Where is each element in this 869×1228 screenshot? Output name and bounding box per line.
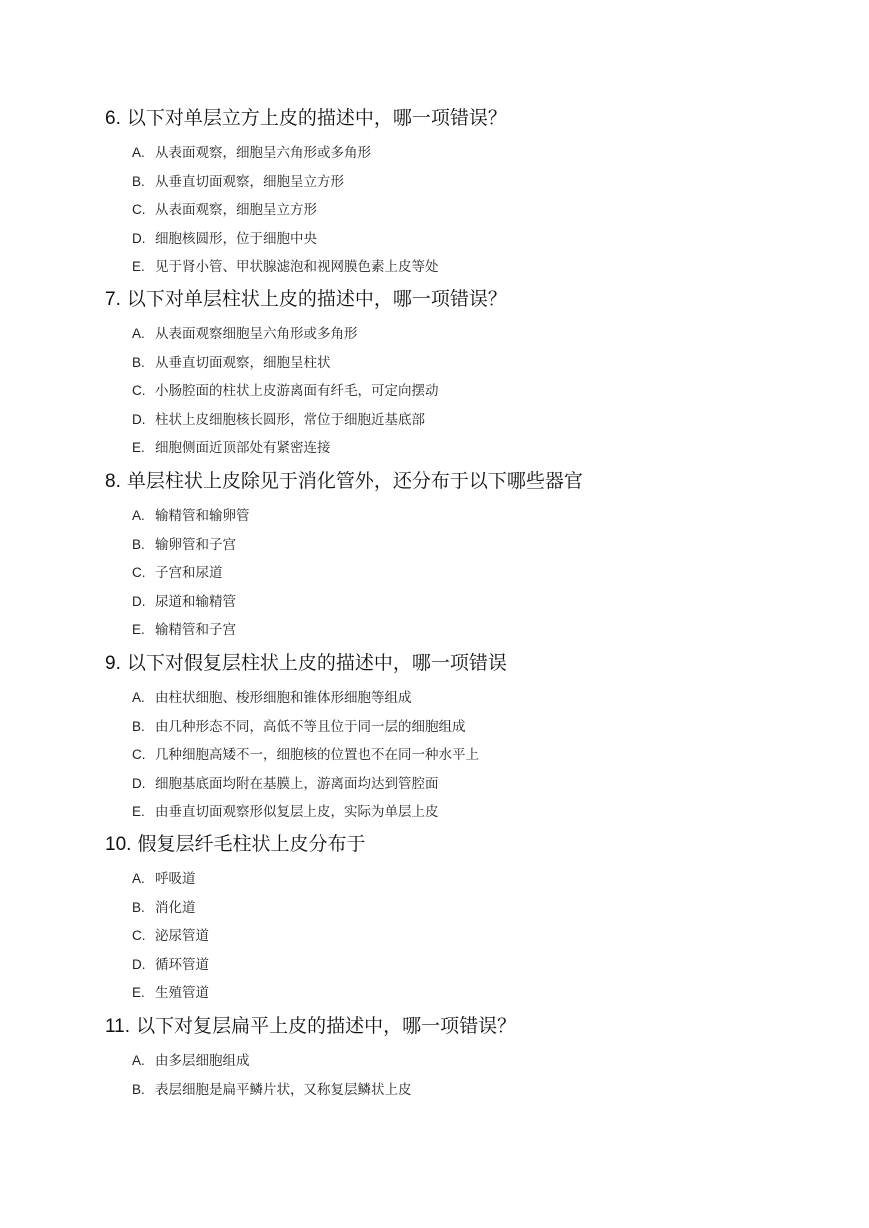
option-text: 细胞基底面均附在基膜上，游离面均达到管腔面 — [155, 775, 439, 792]
option-letter: E. — [132, 622, 145, 638]
question-title — [105, 1013, 805, 1039]
option-text: 泌尿管道 — [155, 928, 209, 945]
option-letter: D. — [132, 230, 146, 246]
option-c — [105, 922, 805, 951]
question-11 — [105, 1013, 805, 1104]
option-b — [105, 531, 805, 560]
option-letter: A. — [132, 145, 145, 160]
option-c — [105, 196, 805, 225]
option-text: 从垂直切面观察，细胞呈柱状 — [155, 354, 331, 371]
option-e — [105, 798, 805, 827]
option-letter: A. — [132, 508, 145, 523]
option-text: 细胞核圆形，位于细胞中央 — [155, 230, 317, 247]
option-c — [105, 741, 805, 770]
question-title — [105, 105, 805, 131]
option-text: 从表面观察，细胞呈六角形或多角形 — [155, 145, 371, 161]
option-d — [105, 406, 805, 435]
option-b — [105, 168, 805, 197]
option-b — [105, 894, 805, 923]
question-text: 假复层纤毛柱状上皮分布于 — [137, 833, 366, 855]
option-text: 循环管道 — [155, 956, 209, 973]
option-text: 生殖管道 — [155, 985, 209, 1002]
option-text: 输精管和输卵管 — [155, 508, 250, 524]
question-number: 10. — [105, 834, 132, 855]
option-letter: C. — [132, 565, 146, 581]
question-text: 以下对单层立方上皮的描述中，哪一项错误？ — [126, 107, 507, 129]
option-b — [105, 713, 805, 742]
option-text: 由垂直切面观察形似复层上皮，实际为单层上皮 — [155, 804, 439, 821]
option-letter: B. — [132, 718, 145, 734]
question-number: 7. — [105, 289, 121, 310]
option-c — [105, 377, 805, 406]
option-list — [105, 502, 805, 645]
option-text: 柱状上皮细胞核长圆形，常位于细胞近基底部 — [155, 411, 425, 428]
option-list — [105, 320, 805, 463]
question-9 — [105, 650, 805, 827]
question-number: 11. — [105, 1016, 131, 1037]
option-letter: C. — [132, 202, 146, 218]
option-text: 由多层细胞组成 — [155, 1053, 250, 1069]
option-letter: B. — [132, 1081, 145, 1097]
question-title — [105, 286, 805, 312]
option-letter: E. — [132, 985, 145, 1001]
option-letter: A. — [132, 690, 145, 705]
option-list — [105, 684, 805, 827]
option-list — [105, 1047, 805, 1104]
option-letter: E. — [132, 804, 145, 820]
option-d — [105, 588, 805, 617]
option-text: 从表面观察，细胞呈立方形 — [155, 202, 317, 219]
question-7 — [105, 286, 805, 463]
option-text: 表层细胞是扁平鳞片状，又称复层鳞状上皮 — [155, 1081, 412, 1098]
option-letter: A. — [132, 326, 145, 341]
option-a — [105, 1047, 805, 1076]
question-number: 8. — [105, 471, 121, 492]
option-letter: B. — [132, 899, 145, 915]
option-a — [105, 320, 805, 349]
option-text: 呼吸道 — [155, 871, 196, 887]
option-letter: D. — [132, 593, 146, 609]
option-text: 消化道 — [155, 899, 196, 916]
question-number: 6. — [105, 108, 121, 129]
question-title — [105, 831, 805, 857]
option-d — [105, 225, 805, 254]
question-text: 以下对假复层柱状上皮的描述中，哪一项错误 — [126, 652, 507, 674]
option-list — [105, 139, 805, 282]
option-letter: B. — [132, 354, 145, 370]
option-text: 子宫和尿道 — [155, 565, 223, 582]
option-letter: D. — [132, 775, 146, 791]
question-text: 以下对复层扁平上皮的描述中，哪一项错误？ — [136, 1015, 517, 1037]
question-10 — [105, 831, 805, 1008]
option-a — [105, 502, 805, 531]
option-b — [105, 349, 805, 378]
option-text: 几种细胞高矮不一，细胞核的位置也不在同一种水平上 — [155, 747, 479, 764]
option-a — [105, 139, 805, 168]
option-d — [105, 951, 805, 980]
option-text: 见于肾小管、甲状腺滤泡和视网膜色素上皮等处 — [155, 259, 439, 276]
option-text: 小肠腔面的柱状上皮游离面有纤毛，可定向摆动 — [155, 383, 439, 400]
question-title — [105, 650, 805, 676]
option-letter: A. — [132, 1053, 145, 1068]
option-e — [105, 253, 805, 282]
option-a — [105, 684, 805, 713]
option-letter: A. — [132, 871, 145, 886]
option-letter: D. — [132, 411, 146, 427]
question-title — [105, 468, 805, 494]
option-letter: B. — [132, 173, 145, 189]
option-text: 输精管和子宫 — [155, 622, 236, 639]
question-text: 单层柱状上皮除见于消化管外，还分布于以下哪些器官 — [126, 470, 583, 492]
option-letter: C. — [132, 747, 146, 763]
question-6 — [105, 105, 805, 282]
option-letter: C. — [132, 928, 146, 944]
option-text: 从垂直切面观察，细胞呈立方形 — [155, 173, 344, 190]
option-text: 由柱状细胞、梭形细胞和锥体形细胞等组成 — [155, 690, 412, 706]
option-text: 由几种形态不同，高低不等且位于同一层的细胞组成 — [155, 718, 466, 735]
option-e — [105, 434, 805, 463]
question-8 — [105, 468, 805, 645]
option-a — [105, 865, 805, 894]
option-letter: D. — [132, 956, 146, 972]
option-letter: B. — [132, 536, 145, 552]
option-d — [105, 770, 805, 799]
question-text: 以下对单层柱状上皮的描述中，哪一项错误？ — [126, 288, 507, 310]
option-c — [105, 559, 805, 588]
option-letter: E. — [132, 259, 145, 275]
option-text: 细胞侧面近顶部处有紧密连接 — [155, 440, 331, 457]
option-letter: E. — [132, 440, 145, 456]
option-e — [105, 616, 805, 645]
option-e — [105, 979, 805, 1008]
option-letter: C. — [132, 383, 146, 399]
question-number: 9. — [105, 653, 121, 674]
option-text: 尿道和输精管 — [155, 593, 236, 610]
option-list — [105, 865, 805, 1008]
option-text: 输卵管和子宫 — [155, 536, 236, 553]
option-b — [105, 1076, 805, 1105]
option-text: 从表面观察细胞呈六角形或多角形 — [155, 326, 358, 342]
